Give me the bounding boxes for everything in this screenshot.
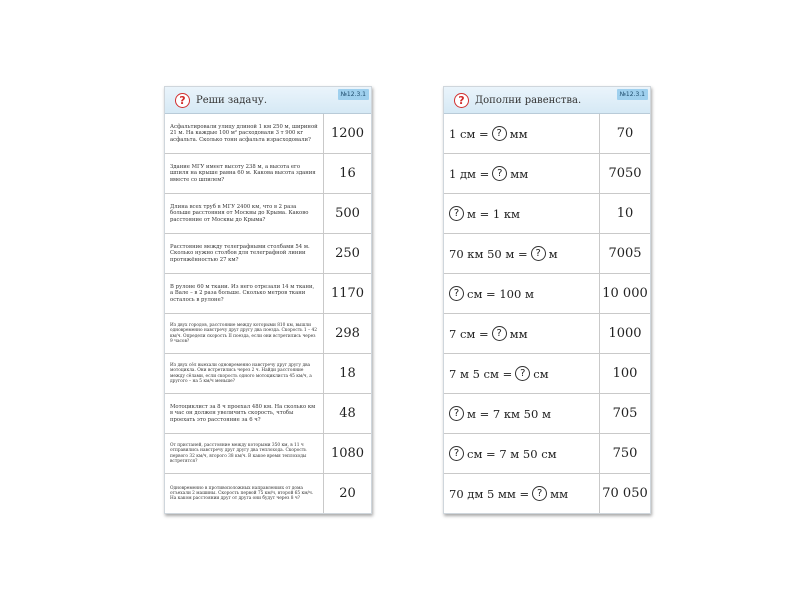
task-row [165,474,371,513]
equation-cell [444,314,600,353]
task-text: Асфальтировали улицу длиной 1 км 250 м, шириной 21 м. На каждые 100 м² расходовали 3 т 900 кг асфальта. Сколько тонн асфальта израсходовали? [170,123,318,143]
equation [449,486,568,501]
task-row [165,114,371,154]
task-row [165,274,371,314]
answer-value: 705 [612,406,638,421]
task-cell [165,154,324,193]
task-row [165,434,371,474]
answer-value: 298 [335,326,360,341]
equation-right-part: м [548,246,558,261]
task-row [165,194,371,234]
equation [449,166,528,181]
equation-row [444,474,650,513]
equation [449,206,520,221]
equation [449,366,549,381]
task-cell [165,354,324,393]
equation-cell [444,354,600,393]
missing-value-icon: ? [492,326,507,341]
equation-cell [444,194,600,233]
answer-value: 100 [612,366,638,381]
missing-value-icon: ? [515,366,530,381]
equation-right-part: см = 100 м [467,286,534,301]
answer-value: 16 [339,166,356,181]
question-icon: ? [175,93,190,108]
task-text: Здание МГУ имеет высоту 238 м, а высота его шпиля на крыше равна 60 м. Какова высота здания вместе со шпилем? [170,163,316,183]
equation-cell [444,474,600,513]
equation-left-part: 1 см = [449,126,489,141]
task-cell [165,234,324,273]
task-cell [165,314,324,353]
equation-left-part: 1 дм = [449,166,490,181]
card-title: Дополни равенства. [475,94,582,106]
answer-value: 70 [616,126,634,141]
answer-value: 7005 [608,246,642,261]
equation-left-part: 7 см = [449,326,489,341]
equation [449,326,528,341]
task-cell [165,194,324,233]
task-text: Мотоциклист за 8 ч проехал 480 км. На сколько км в час он должен увеличить скорость, чтобы проехать это расстояние за 6 ч? [170,403,316,423]
question-icon: ? [454,93,469,108]
equation-left-part: 70 км 50 м = [449,246,528,261]
task-row [165,394,371,434]
equation-cell [444,114,600,153]
answer-value: 7050 [608,166,642,181]
card-header [444,87,650,114]
equation-card-right [443,86,651,514]
equation-left-part: 70 дм 5 мм = [449,486,530,501]
equation-row [444,274,650,314]
task-card-left [164,86,372,514]
equation-left-part: 7 м 5 см = [449,366,513,381]
answer-value: 10 000 [602,286,648,301]
equation-cell [444,154,600,193]
answer-value: 20 [339,486,356,501]
equation-row [444,114,650,154]
task-cell [165,394,324,433]
equation-cell [444,234,600,273]
task-row [165,354,371,394]
task-text: Из двух городов, расстояние между которыми 810 км, вышли одновременно навстречу друг другу два поезда. Скорость 1 – 42 км/ч. Определи скорость II поезда, если они встретились через 9 часов? [170,323,317,344]
task-text: В рулоне 60 м ткани. Из него отрезали 14 м ткани, а Вале – в 2 раза больше. Сколько метров ткани осталось в рулоне? [170,283,315,303]
missing-value-icon: ? [532,486,547,501]
task-row [165,154,371,194]
equation-right-part: см = 7 м 50 см [467,446,557,461]
task-text: Из двух сёл выехали одновременно навстречу друг другу два мотоцикла. Они встретились через 2 ч. Найди расстояние между сёлами, если скорость одного мотоциклиста 45 км/ч, а другого – на 5 км/ч меньше? [170,363,312,384]
task-cell [165,474,324,513]
equation-row [444,394,650,434]
card-code-badge: №12.3.1 [617,89,648,100]
card-header [165,87,371,114]
missing-value-icon: ? [449,206,464,221]
task-cell [165,114,324,153]
task-text: Длина всех труб в МГУ 2400 км, что в 2 раза больше расстояния от Москвы до Крыма. Каково расстояние от Москвы до Крыма? [170,203,309,223]
task-list [165,114,371,513]
task-text: Одновременно в противоположных направлениях от дома отъехали 2 машины. Скорость первой 75 км/ч, второй 65 км/ч. На каком расстоянии друг от друга они будут через 8 ч? [170,485,314,502]
card-code-badge: №12.3.1 [338,89,369,100]
answer-value: 1000 [608,326,642,341]
missing-value-icon: ? [449,446,464,461]
equation [449,246,558,261]
equation-right-part: м = 7 км 50 м [467,406,551,421]
equation-right-part: см [533,366,549,381]
equation-right-part: мм [509,126,528,141]
equation-right-part: мм [550,486,569,501]
equation-row [444,314,650,354]
answer-value: 1080 [330,446,365,461]
task-cell [165,274,324,313]
answer-value: 48 [339,406,356,421]
answer-value: 1170 [330,286,365,301]
answer-value: 18 [339,366,356,381]
task-row [165,314,371,354]
equation-row [444,354,650,394]
task-text: Расстояние между телеграфными столбами 54 м. Сколько нужно столбов для телеграфной линии протяжённостью 27 км? [170,243,310,263]
equation-cell [444,274,600,313]
answer-value: 250 [335,246,360,261]
answer-value: 10 [616,206,634,221]
equation [449,446,557,461]
equation-row [444,154,650,194]
equation [449,286,534,301]
card-title: Реши задачу. [196,94,267,106]
equation-row [444,194,650,234]
equation-right-part: мм [510,166,529,181]
equation-right-part: м = 1 км [467,206,520,221]
answer-value: 70 050 [602,486,648,501]
missing-value-icon: ? [492,166,507,181]
equation-cell [444,394,600,433]
task-cell [165,434,324,473]
equation-row [444,434,650,474]
answer-value: 500 [335,206,360,221]
missing-value-icon: ? [449,286,464,301]
equation-cell [444,434,600,473]
equation-row [444,234,650,274]
answer-value: 750 [612,446,638,461]
missing-value-icon: ? [531,246,546,261]
equation [449,126,528,141]
equation [449,406,551,421]
missing-value-icon: ? [449,406,464,421]
task-row [165,234,371,274]
equation-right-part: мм [509,326,528,341]
missing-value-icon: ? [492,126,507,141]
answer-value: 1200 [330,126,365,141]
equation-list [444,114,650,513]
task-text: От пристаней, расстояние между которыми 350 км, в 11 ч отправились навстречу друг другу два теплохода. Скорость первого 32 км/ч, второго 38 км/ч. В какое время теплоходы встретятся? [170,443,307,464]
